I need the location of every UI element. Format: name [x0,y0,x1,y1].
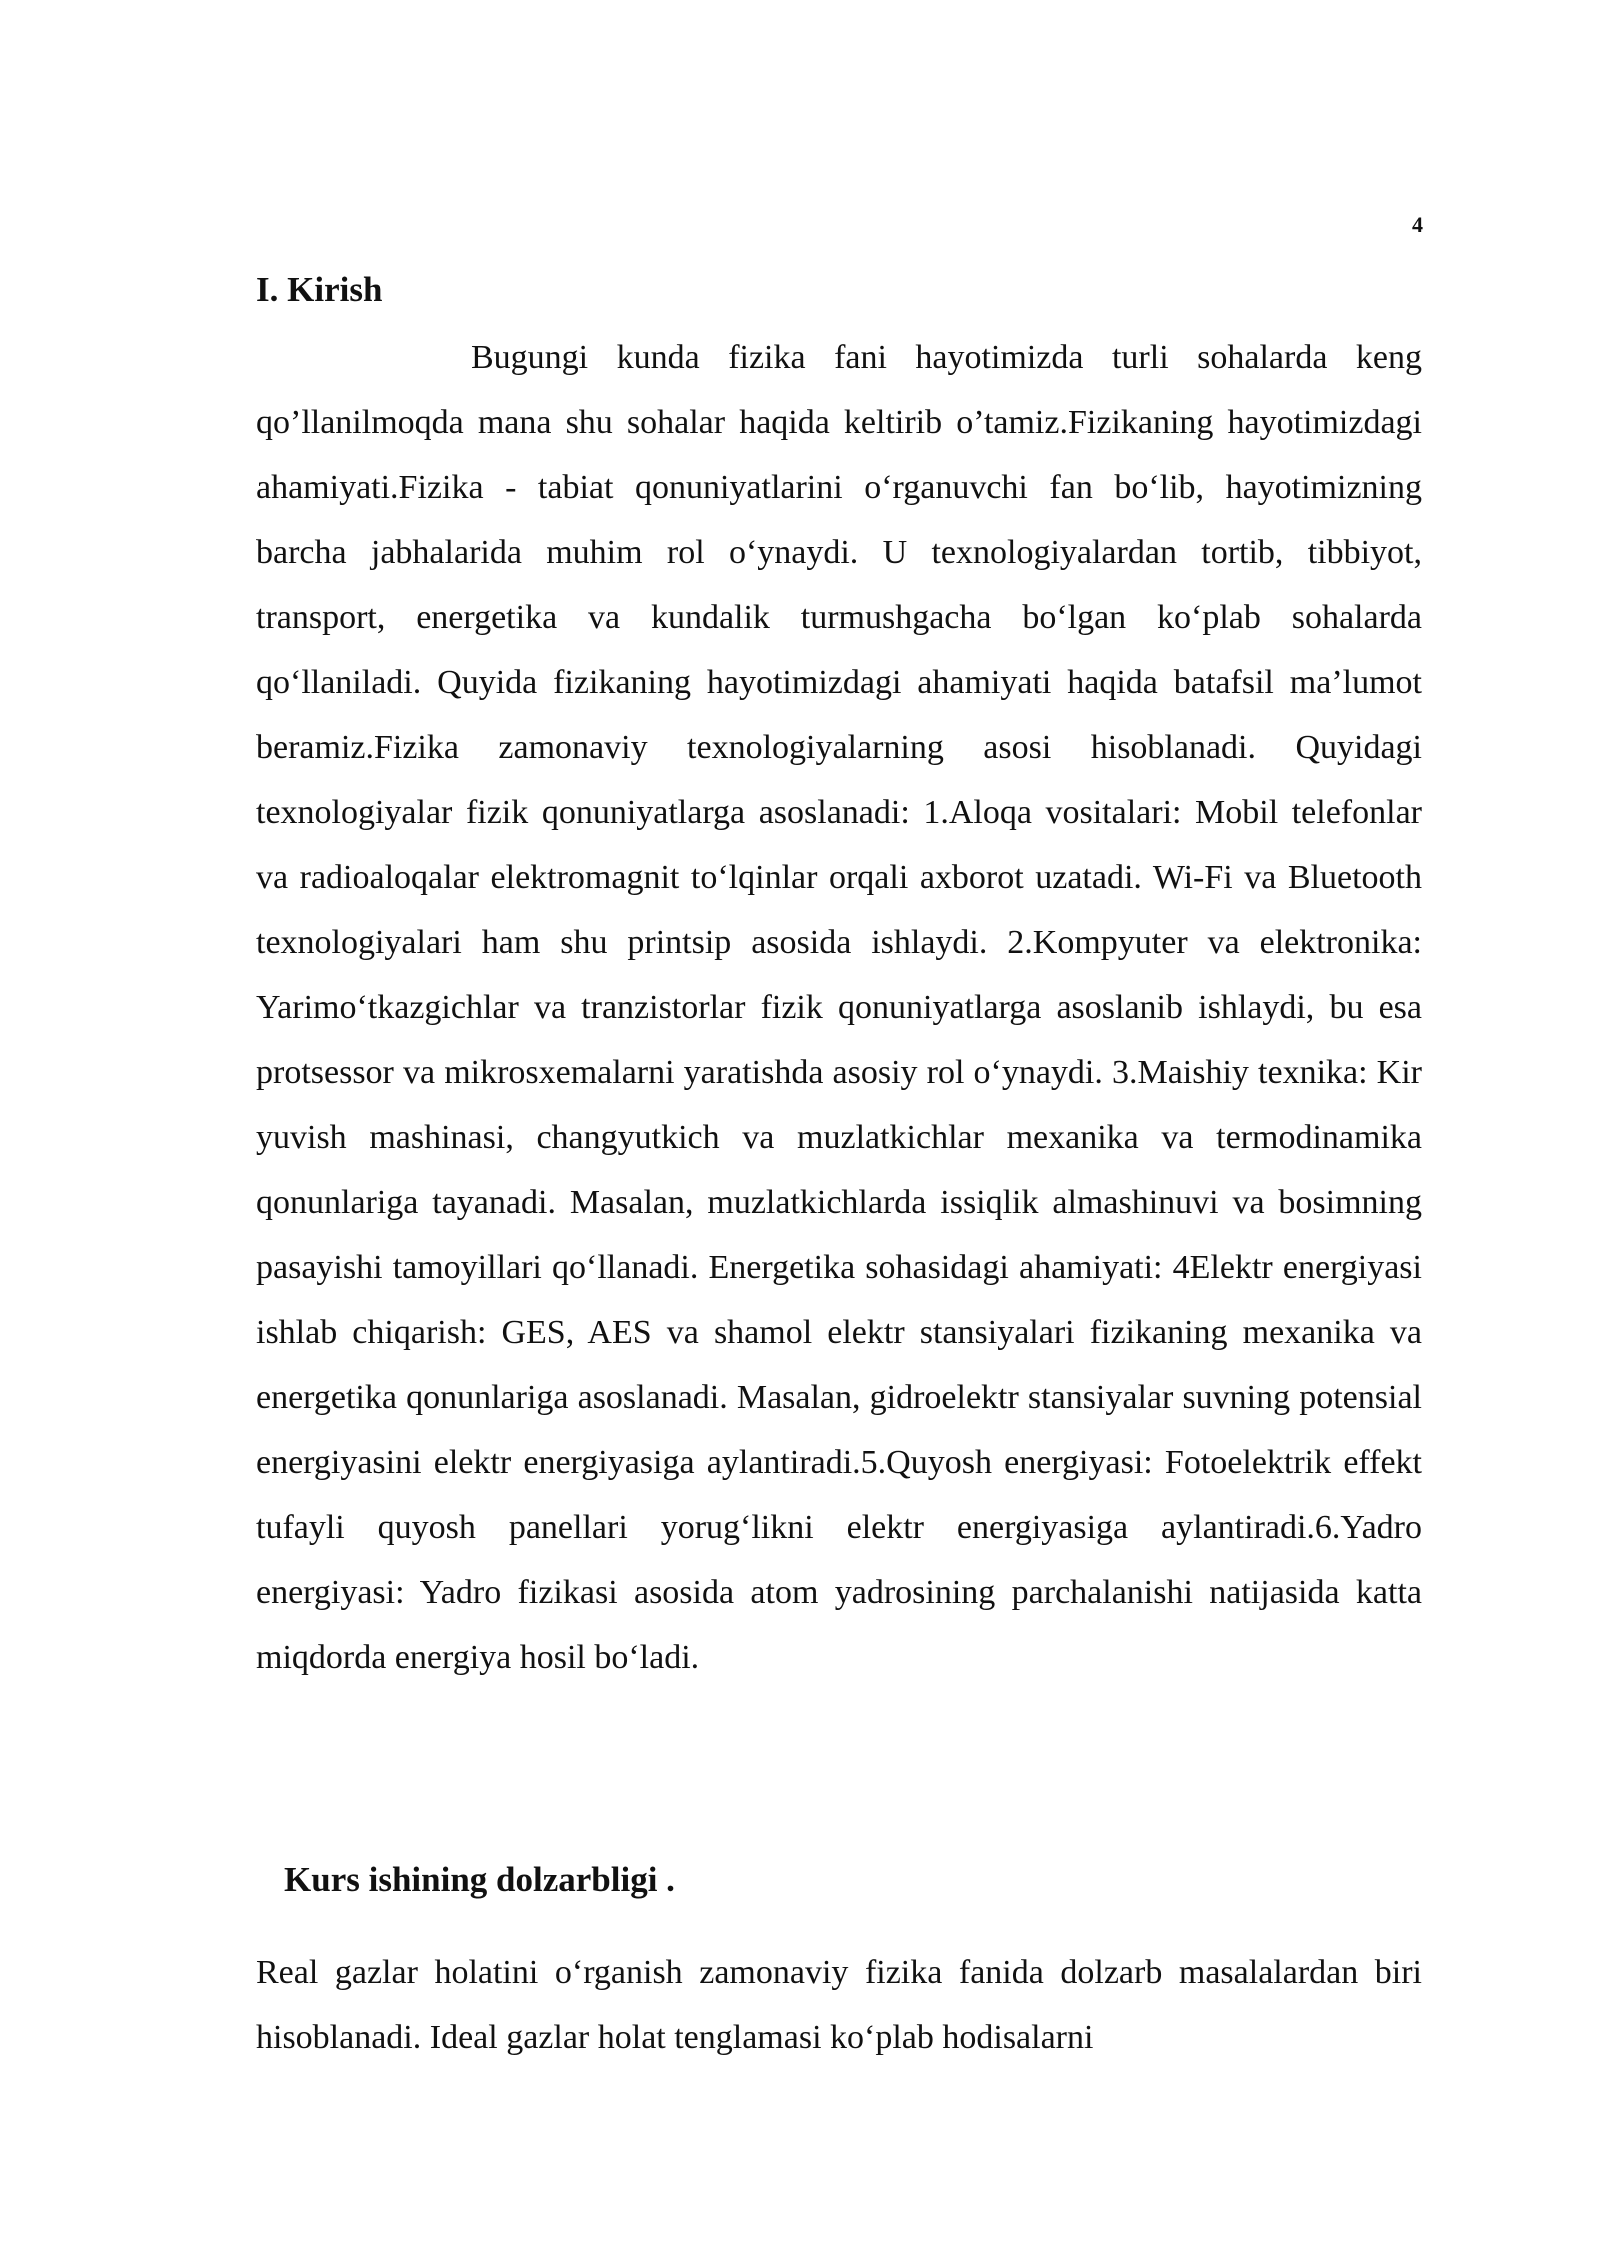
relevance-paragraph: Real gazlar holatini o‘rganish zamonaviy fizika fanida dolzarb masalalardan biri hisoblanadi. Ideal gazlar holat tenglamasi ko‘plab hodisalarni [256,1954,1422,2056]
intro-paragraph: Bugungi kunda fizika fani hayotimizda turli sohalarda keng qo’llanilmoqda mana shu sohalar haqida keltirib o’tamiz.Fizikaning hayotimizdagi ahamiyati.Fizika - tabiat qonuniyatlarini o‘rganuvchi fan bo‘lib, hayotimizning barcha jabhalarida muhim rol o‘ynaydi. U texnologiyalardan tortib, tibbiyot, transport, energetika va kundalik turmushgacha bo‘lgan ko‘plab sohalarda qo‘llaniladi. Quyida fizikaning hayotimizdagi ahamiyati haqida batafsil ma’lumot beramiz.Fizika zamonaviy texnologiyalarning asosi hisoblanadi. Quyidagi texnologiyalar fizik qonuniyatlarga asoslanadi: 1.Aloqa vositalari: Mobil telefonlar va radioaloqalar elektromagnit to‘lqinlar orqali axborot uzatadi. Wi-Fi va Bluetooth texnologiyalari ham shu printsip asosida ishlaydi. 2.Kompyuter va elektronika: Yarimo‘tkazgichlar va tranzistorlar fizik qonuniyatlarga asoslanib ishlaydi, bu esa protsessor va mikrosxemalarni yaratishda asosiy rol o‘ynaydi. 3.Maishiy texnika: Kir yuvish mashinasi, changyutkich va muzlatkichlar mexanika va termodinamika qonunlariga tayanadi. Masalan, muzlatkichlarda issiqlik almashinuvi va bosimning pasayishi tamoyillari qo‘llanadi. Energetika sohasidagi ahamiyati: 4Elektr energiyasi ishlab chiqarish: GES, AES va shamol elektr stansiyalari fizikaning mexanika va energetika qonunlariga asoslanadi. Masalan, gidroelektr stansiyalar suvning potensial energiyasini elektr energiyasiga aylantiradi.5.Quyosh energiyasi: Fotoelektrik effekt tufayli quyosh panellari yorug‘likni elektr energiyasiga aylantiradi.6.Yadro energiyasi: Yadro fizikasi asosida atom yadrosining parchalanishi natijasida katta miqdorda energiya hosil bo‘ladi. [256,339,1422,1676]
section-heading-relevance: Kurs ishining dolzarbligi . [284,1860,675,1899]
section-heading-intro: I. Kirish [256,270,383,309]
page-number: 4 [1412,212,1423,237]
